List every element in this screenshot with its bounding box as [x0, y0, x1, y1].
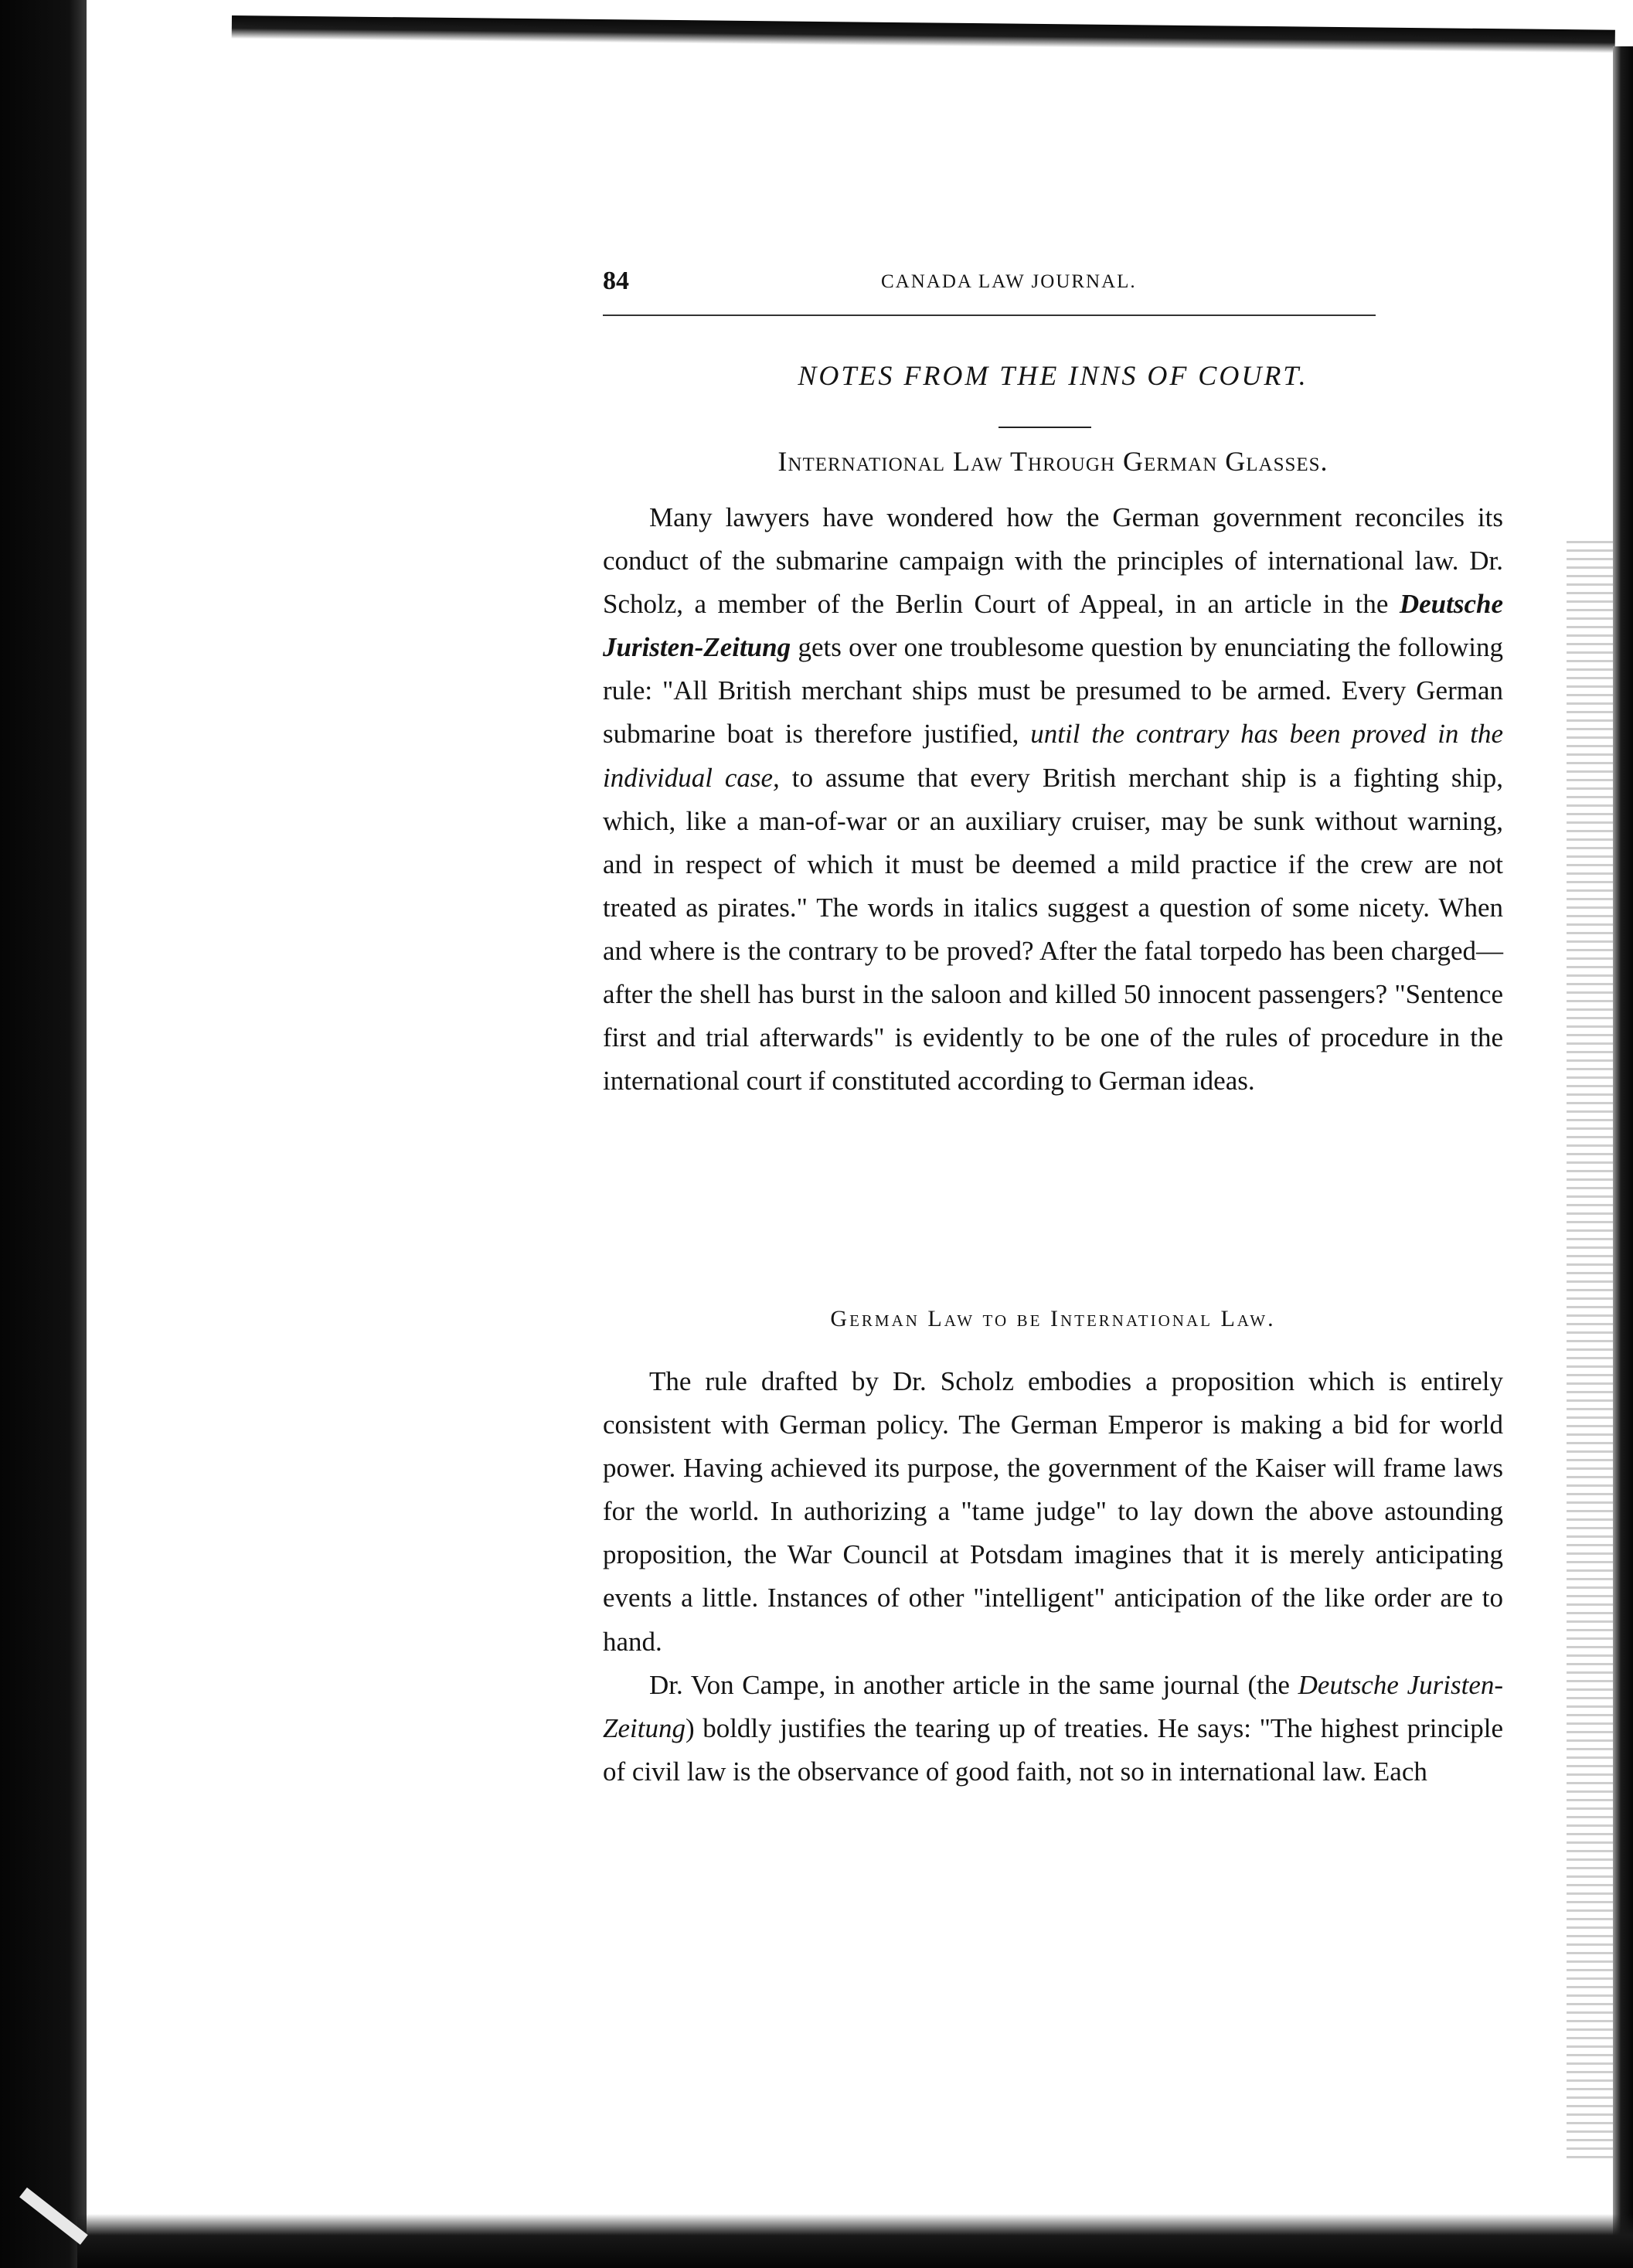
paragraph: The rule drafted by Dr. Scholz embodies a proposition which is entirely consistent with German policy. The German Emperor is making a bid for world power. Having achieved its purpose, the government of the Kaiser will frame laws for the world. In authorizing a "tame judge" to lay down the above astounding proposition, the War Council at Potsdam imagines that it is merely anticipating events a little. Instances of other "intelligent" anticipation of the like order are to hand.: [603, 1366, 1503, 1657]
title-rule: [999, 427, 1091, 428]
text-run: Dr. Von Campe, in another article in the same journal (the: [649, 1669, 1298, 1700]
text-run: to assume that every British merchant ship is a fighting ship, which, like a man-of-war or an auxiliary cruiser, may be sunk without warning, and in respect of which it must be deemed a mild practice if the crew are not treated as pirates." The words in italics suggest a question of some nicety. When and where is the contrary to be proved? After the fatal torpedo has been charged—after the shell has burst in the saloon and killed 50 innocent passengers? "Sentence first and trial afterwards" is evidently to be one of the rules of procedure in the international court if constituted according to German ideas.: [603, 762, 1503, 1097]
paragraph: [603, 1664, 1503, 1794]
article-title: NOTES FROM THE INNS OF COURT.: [798, 360, 1308, 391]
page-header: [603, 267, 1503, 305]
italic-phrase: until the contrary has been proved in the individual case,: [603, 719, 1504, 793]
scan-bottom-border: [77, 2214, 1633, 2268]
running-head: CANADA LAW JOURNAL.: [881, 271, 1137, 292]
scan-left-border: [0, 0, 87, 2268]
page-number: 84: [603, 267, 629, 295]
section-heading-german-law: German Law to be International Law.: [830, 1306, 1276, 1331]
paragraph: [603, 496, 1503, 1103]
text-run: ) boldly justifies the tearing up of treaties. He says: "The highest principle of civil law is the observance of good faith, not so in international law. Each: [603, 1712, 1503, 1787]
scan-top-border: [232, 15, 1615, 53]
header-rule: [603, 315, 1376, 316]
scan-right-noise: [1567, 541, 1613, 2164]
text-run: gets over one troublesome question by enunciating the following rule: "All British merchant ships must be presumed to be armed. Every German submarine boat is therefore justified,: [603, 632, 1503, 750]
section-heading-international-law: International Law Through German Glasses.: [777, 446, 1329, 477]
journal-title: Deutsche Juristen-Zeitung: [603, 1669, 1504, 1743]
text-run: Many lawyers have wondered how the German government reconciles its conduct of the submarine campaign with the principles of international law. Dr. Scholz, a member of the Berlin Court of Appeal, in an article in the: [603, 502, 1503, 620]
journal-title: Deutsche Juristen-Zeitung: [603, 589, 1503, 663]
scan-right-border: [1613, 46, 1633, 2268]
section-body-german-law: [603, 1360, 1503, 1794]
section-body-international-law: [603, 496, 1503, 1103]
